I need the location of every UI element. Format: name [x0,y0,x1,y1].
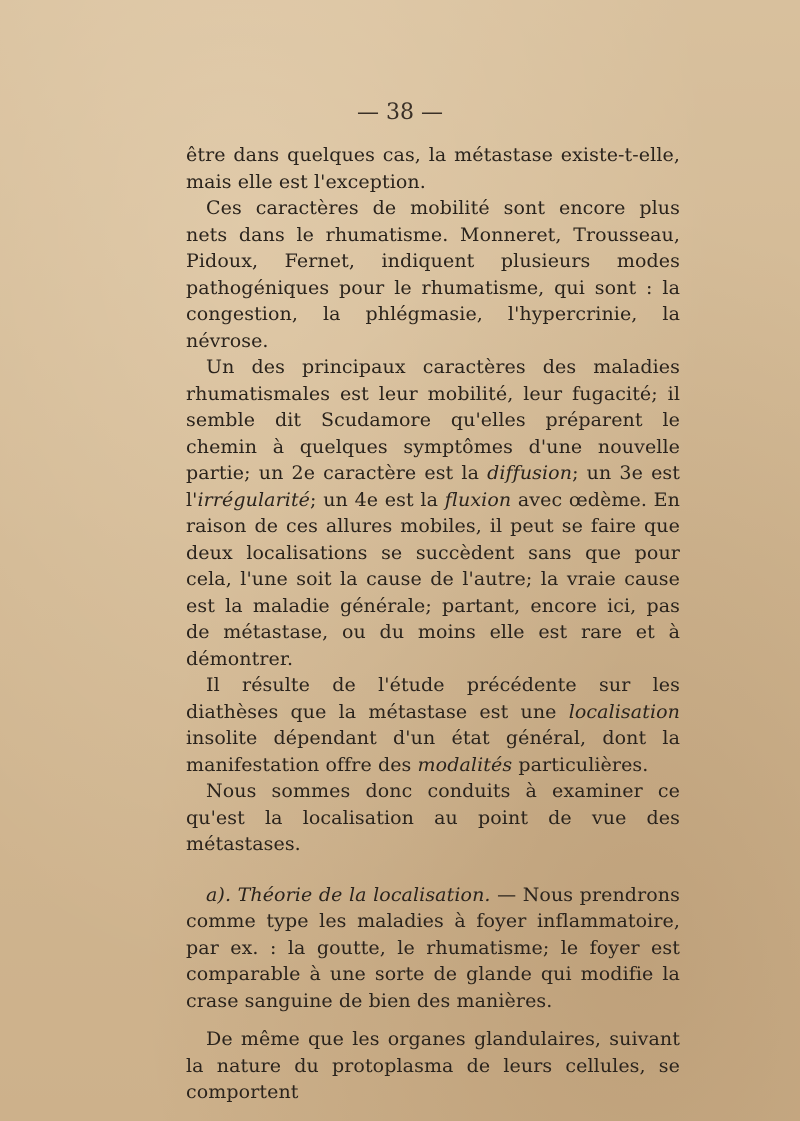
paragraph-3 [186,354,680,672]
paragraph-4 [186,672,680,778]
paragraph-5: Nous sommes donc conduits à examiner ce qu'est la localisation au point de vue des métastases. [186,780,680,855]
paragraph-4-text-e: particulières. [512,753,649,776]
page-number: — 38 — [357,100,443,125]
term-diffusion: diffusion [487,462,573,484]
paragraph-3-text-a: Un des principaux caractères des maladies rhumatismales est leur mobilité, leur fugacité; il semble dit Scudamore qu'elles préparent le chemin à quelques symptômes d'une nouvelle partie; un 2e caractère est la [186,356,680,484]
paragraph-3-text-g: avec œdème. En raison de ces allures mobiles, il peut se faire que deux localisations se succèdent sans que pour cela, l'une soit la cause de l'autre; la vraie cause est la maladie générale; partant, encore ici, pas de métastase, ou du moins elle est rare et à démontrer. [186,488,680,670]
paragraph-6 [186,882,680,1015]
paragraph-4-text-a: Il résulte de l'étude précédente sur les diathèses que la métastase est une [186,674,680,723]
paragraph-7: De même que les organes glandulaires, suivant la nature du protoplasma de leurs cellules, se comportent [186,1028,680,1103]
term-modalites: modalités [417,753,513,776]
paragraph-4-text-c: insolite dépendant d'un état général, dont la manifestation offre des [186,727,680,776]
term-irregularite: irrégularité [197,488,311,511]
paragraph-6-text-b: — Nous prendrons comme type les maladies à foyer inflammatoire, par ex. : la goutte, le rhumatisme; le foyer est comparable à une sorte de glande qui modifie la crase sanguine de bien des manières. [186,883,680,1012]
term-fluxion: fluxion [444,488,512,511]
paragraph-1: être dans quelques cas, la métastase existe-t-elle, mais elle est l'exception. [186,144,680,193]
paragraph-3-text-c: ; un 3e est l' [186,462,680,511]
section-heading-theorie-localisation: a). Théorie de la localisation. [206,883,491,906]
paragraph-3-text-e: ; un 4e est la [310,488,445,511]
body-text [186,142,680,1106]
paragraph-2: Ces caractères de mobilité sont encore plus nets dans le rhumatisme. Monneret, Trousseau, Pidoux, Fernet, indiquent plusieurs modes pathogéniques pour le rhumatisme, qui sont : la congestion, la phlégmasie, l'hypercrinie, la névrose. [186,197,680,352]
term-localisation: localisation [568,700,680,723]
